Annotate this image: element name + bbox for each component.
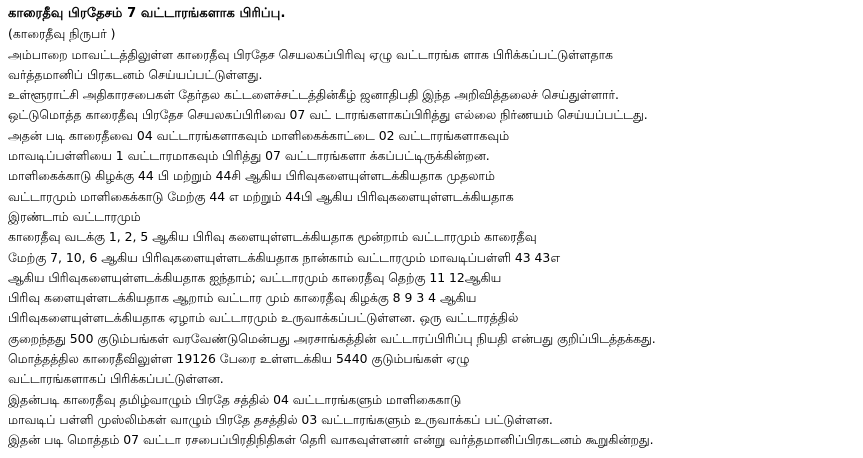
article-line: இதன்படி காரைதீவு தமிழ்வாழும் பிரதே சத்தில் 04 வட்டாரங்களும் மாளிகைகாடு (8, 391, 462, 407)
article-line: வர்த்தமானிப் பிரகடனம் செய்யப்பட்டுள்ளது. (8, 66, 263, 82)
news-article (8, 4, 858, 451)
article-line: அம்பாறை மாவட்டத்திலுள்ள காரைதீவு பிரதேச செயலகப்பிரிவு ஏழு வட்டாரங்க ளாக பிரிக்கப்பட்டுள்ளதாக (8, 46, 613, 62)
article-line: ஒட்டுமொத்த காரைதீவு பிரதேச செயலகப்பிரிவை 07 வட் டாரங்களாகப்பிரித்து எல்லை நிர்ணயம் செய்யப்பட்டது. (8, 107, 648, 123)
article-line: மொத்தத்தில காரைதீவிலுள்ள 19126 பேரை உள்ளடக்கிய 5440 குடும்பங்கள் ஏழு (8, 351, 470, 367)
article-line: மாவடிப்பள்ளியை 1 வட்டாரமாகவும் பிரித்து 07 வட்டாரங்களா க்கப்பட்டிருக்கின்றன. (8, 148, 490, 164)
article-line: வட்டாரங்களாகப் பிரிக்கப்பட்டுள்ளன. (8, 371, 224, 387)
article-line: பிரிவுகளையுள்ளடக்கியதாக ஏழாம் வட்டாரமும் உருவாக்கப்பட்டுள்ளன. ஒரு வட்டாரத்தில் (8, 310, 519, 326)
article-byline: (காரைதீவு நிருபர் ) (8, 26, 116, 42)
article-line: வட்டாரமும் மாளிகைக்காடு மேற்கு 44 எ மற்றும் 44பி ஆகிய பிரிவுகளையுள்ளடக்கியதாக (8, 188, 514, 204)
article-line: குறைந்தது 500 குடும்பங்கள் வரவேண்டுமென்பது அரசாங்கத்தின் வட்டாரப்பிரிப்பு நியதி என்பது குறிப்பிடத்தக்கது. (8, 330, 656, 346)
article-line: ஆகிய பிரிவுகளையுள்ளடக்கியதாக ஐந்தாம்; வட்டாரமும் காரைதீவு தெற்கு 11 12ஆகிய (8, 269, 502, 285)
article-line: அதன் படி காரைதீவை 04 வட்டாரங்களாகவும் மாளிகைக்காட்டை 02 வட்டாரங்களாகவும் (8, 127, 510, 143)
article-line: மாளிகைக்காடு கிழக்கு 44 பி மற்றும் 44சி ஆகிய பிரிவுகளையுள்ளடக்கியதாக முதலாம் (8, 168, 495, 184)
article-line: மாவடிப் பள்ளி முஸ்லிம்கள் வாழும் பிரதே தசத்தில் 03 வட்டாரங்களும் உருவாக்கப் பட்டுள்ளன. (8, 411, 553, 427)
article-line: காரைதீவு வடக்கு 1, 2, 5 ஆகிய பிரிவு களையுள்ளடக்கியதாக மூன்றாம் வட்டாரமும் காரைதீவு (8, 229, 537, 245)
article-line: மேற்கு 7, 10, 6 ஆகிய பிரிவுகளையுள்ளடக்கியதாக நான்காம் வட்டாரமும் மாவடிப்பள்ளி 43 43எ (8, 249, 560, 265)
article-line: இரண்டாம் வட்டாரமும் (8, 208, 141, 224)
article-headline: காரைதீவு பிரதேசம் 7 வட்டாரங்களாக பிரிப்பு. (8, 6, 286, 21)
article-line: இதன் படி மொத்தம் 07 வட்டா ரசபைப்பிரதிநிதிகள் தெரி வாகவுள்ளனர் என்று வர்த்தமானிப்பிரகடனம் கூறுகின்றது. (8, 432, 654, 448)
article-line: உள்ளூராட்சி அதிகாரசபைகள் தேர்தல கட்டளைச்சட்டத்தின்கீழ் ஜனாதிபதி இந்த அறிவித்தலைச் செய்துள்ளார். (8, 87, 619, 103)
article-line: பிரிவு களையுள்ளடக்கியதாக ஆறாம் வட்டார மும் காரைதீவு கிழக்கு 8 9 3 4 ஆகிய (8, 290, 477, 306)
